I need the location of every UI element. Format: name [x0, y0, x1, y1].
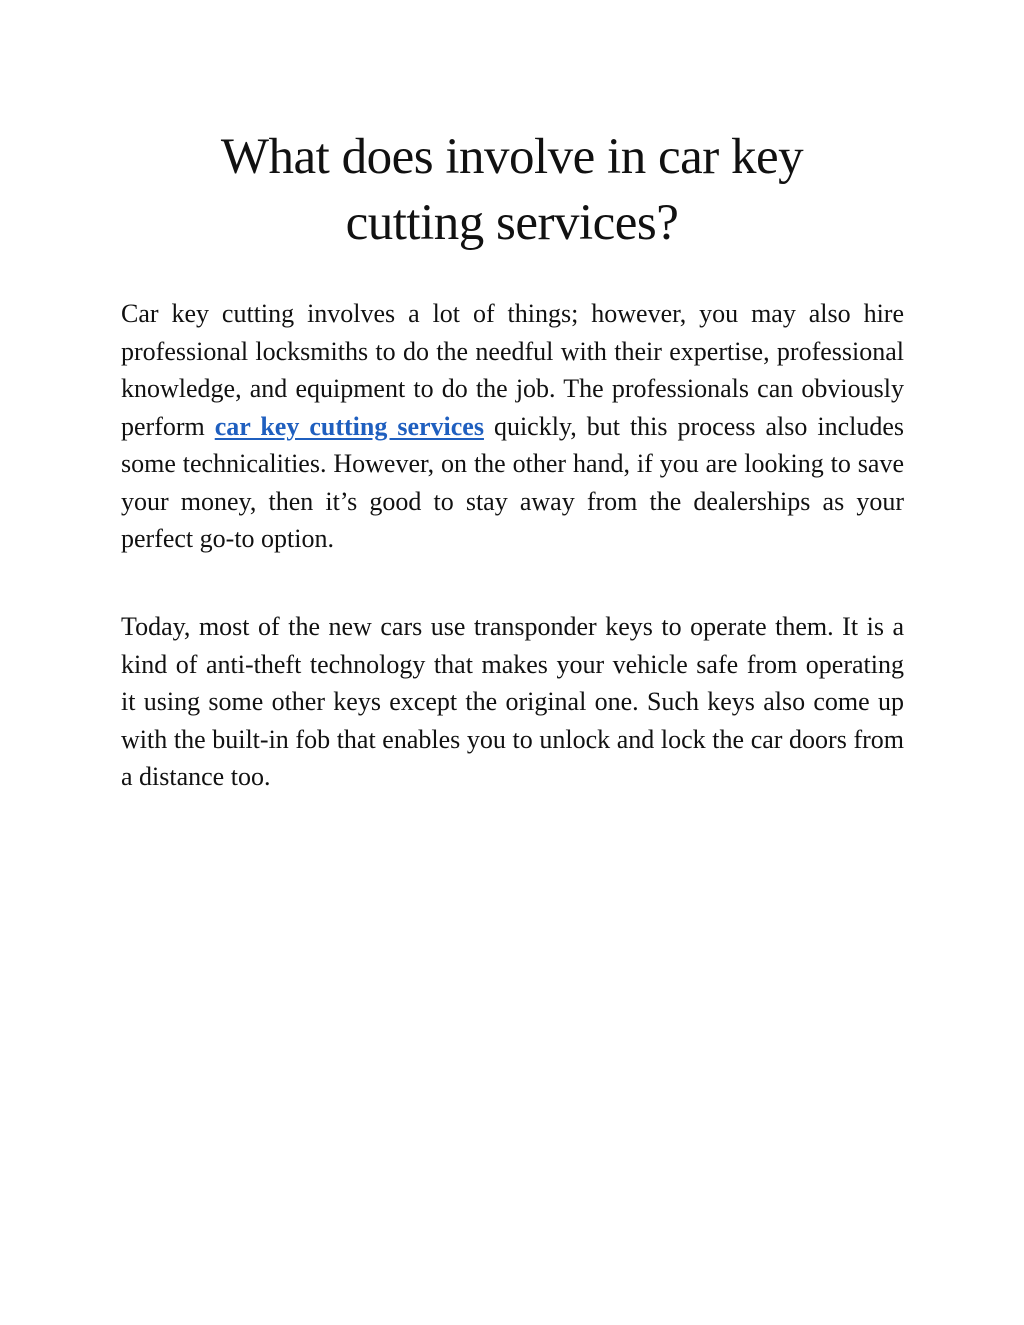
- car-key-cutting-services-link[interactable]: car key cutting services: [214, 411, 484, 441]
- paragraph-1-text-before-link: Car key cutting involves a lot of things; however, you may also hire professional locksmiths to do the needful with their expertise, professional knowledge, and equipment to do the job. The professionals can obviously perform: [121, 299, 904, 441]
- title-line-2: cutting services?: [345, 195, 679, 251]
- paragraph-2: Today, most of the new cars use transponder keys to operate them. It is a kind of anti-theft technology that makes your vehicle safe from operating it using some other keys except the original one. Such keys also come up with the built-in fob that enables you to unlock and lock the car doors from a distance too.: [121, 612, 904, 791]
- paragraph-1-text-after-link: quickly, but this process also includes some technicalities. However, on the other hand, if you are looking to save your money, then it’s good to stay away from the dealerships as your perfect go-to option.: [121, 411, 904, 553]
- page-title: [120, 124, 904, 256]
- title-line-1: What does involve in car key: [220, 129, 804, 185]
- paragraph-1: [121, 295, 904, 558]
